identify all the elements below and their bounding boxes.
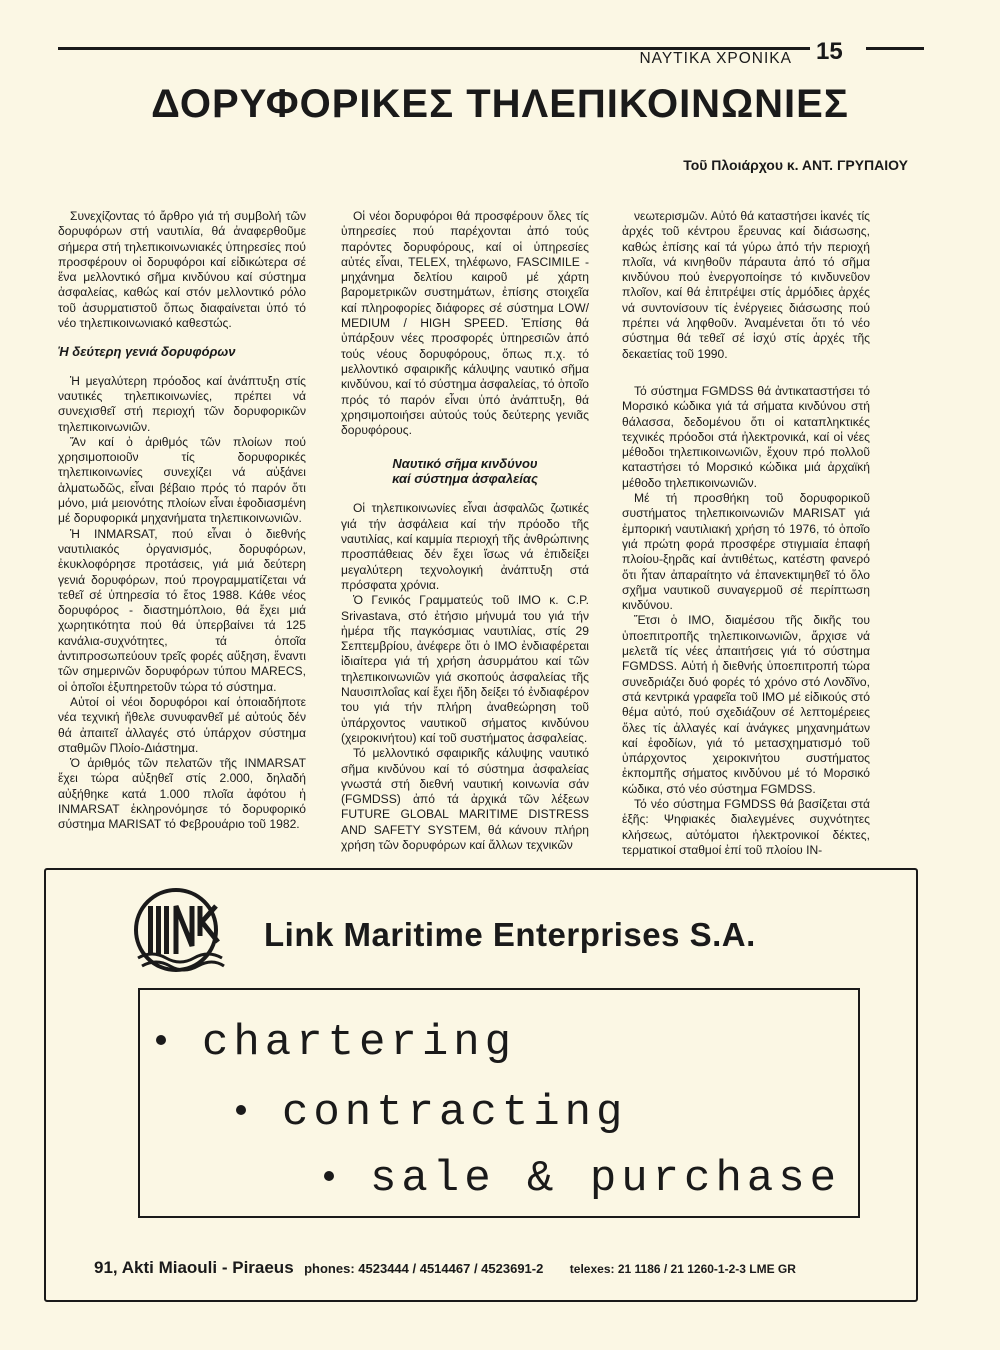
article-title: ΔΟΡΥΦΟΡΙΚΕΣ ΤΗΛΕΠΙΚΟΙΝΩΝΙΕΣ	[151, 82, 849, 126]
paragraph: νεωτερισμῶν. Αὐτό θά καταστήσει ἱκανές τίς ἀρχές τοῦ κέντρου ἔρευνας καί διάσωσης, καθώς ἐπίσης καί τά γύρω ἀπό τήν περιοχή πλοῖα, νά κινηθοῦν πάραυτα ἀπό τό σῆμα κινδύνου πού ἐνεργοποίησε τό κινδυνεῦον πλοῖον, καί θά ἐπιτρέψει στίς ἁρμόδιες ἀρχές νά συντονίσουν τίς ἐνέργειες διάσωσης πού πρέπει νά ληφθοῦν. Ἀναμένεται ὅτι τό νέο σύστημα θά τεθεῖ σέ ἰσχύ στίς ἀρχές τῆς δεκαετίας τοῦ 1990.	[622, 209, 870, 361]
paragraph: Τό σύστημα FGMDSS θά ἀντικαταστήσει τό Μορσικό κώδικα γιά τά σήματα κινδύνου στή θάλασσα, δεδομένου ὅτι οἱ καταπληκτικές τεχνικές πρόοδοι στά ἠλεκτρονικά, καί οἱ νέες μέθοδοι τηλεπικοινωνιῶν, ἔχουν πρό πολλοῦ καταστήσει τό Μορσικό κώδικα μιά ἀρχαϊκή μέθοδο τηλεπικοινωνιῶν.	[622, 383, 870, 490]
bullet-icon	[236, 1105, 246, 1115]
bullet-icon	[156, 1035, 166, 1045]
paragraph: Ἄν καί ὁ ἀριθμός τῶν πλοίων πού χρησιμοποιοῦν τίς δορυφορικές τηλεπικοινωνίες συνεχίζει νά αὐξάνει ἁλματωδῶς, εἶναι βέβαιο πρός τό παρόν ὅτι μόνο, μιά μειονότης πλοίων εἶναι ἐφοδιασμένη μέ δορυφορικά μηχανήματα τηλεπικοινωνιῶν.	[58, 434, 306, 526]
service-label: chartering	[202, 1018, 517, 1068]
article-column-3	[622, 209, 870, 858]
service-label: contracting	[282, 1088, 628, 1138]
header-rule	[866, 47, 924, 50]
advertisement	[44, 868, 918, 1302]
company-name: Link Maritime Enterprises S.A.	[264, 916, 756, 953]
paragraph: Οἱ τηλεπικοινωνίες εἶναι ἀσφαλῶς ζωτικές γιά τήν ἀσφάλεια καί τήν πρόοδο τῆς ναυτιλίας, καί καμμία περιοχή τῆς ἀνθρώπινης προσπάθειας δέν ἔχει ἴσως νά ἐπιδείξει μεγαλύτερη τεχνολογική ἀνάπτυξη στά πρόσφατα χρόνια.	[341, 501, 589, 592]
article-column-2	[341, 209, 589, 853]
paragraph: Αὐτοί οἱ νέοι δορυφόροι καί ὁποιαδήποτε νέα τεχνική ἤθελε συνυφανθεῖ μέ αὐτούς δέν θά ἀπαιτεῖ ἀλλαγές στό ὑπάρχον σύστημα σταθμῶν Πλοίο-Διάστημα.	[58, 694, 306, 755]
address: 91, Akti Miaouli - Piraeus	[94, 1258, 294, 1277]
paragraph: Μέ τή προσθήκη τοῦ δορυφορικοῦ συστήματος τηλεπικοινωνιῶν MARISAT γιά ἐμπορική ναυτιλιακή χρήση τό 1976, τό ὁποῖο γιά πρώτη φορά προσφέρε στιγμιαία ἐπαφή πλοίου-ξηρᾶς καί ἀντιθέτως, κατέστη φανερό ὅτι ἦταν ἀπαραίτητο νά ἐπανεκτιμηθεῖ τό ὅλο σχῆμα ναυτικοῦ συναγερμοῦ σέ περίπτωση κινδύνου.	[622, 491, 870, 613]
section-heading	[341, 456, 589, 486]
section-heading-line: καί σύστημα ἀσφαλείας	[392, 471, 538, 487]
paragraph: Ἡ μεγαλύτερη πρόοδος καί ἀνάπτυξη στίς ναυτικές τηλεπικοινωνίες, πρέπει νά συνεχισθεῖ στή περιοχή τῶν δορυφορικῶν τηλεπικοινωνιῶν.	[58, 373, 306, 434]
paragraph: Οἱ νέοι δορυφόροι θά προσφέρουν ὅλες τίς ὑπηρεσίες πού παρέχονται ἀπό τούς παρόντες δορυφόρους, καί οἱ ὑπηρεσίες αὐτές εἶναι, TELEX, τηλέφωνο, FASCIMILE - μηχάνημα δελτίου καιροῦ μέ χάρτη βαρομετρικῶν συστημάτων, ἐπίσης στοιχεῖα καί πληροφορίες διάφορες σέ σύστημα LOW/ MEDIUM / HIGH SPEED. Ἐπίσης θά ὑπάρξουν νέες προσφορές ὑπηρεσιῶν ἀπό τούς νέους δορυφόρους, ὅπως π.χ. τό μελλοντικό σφαιρικῆς κάλυψης ναυτικό σῆμα κινδύνου, καί τό σύστημα ἀσφαλείας, τό ὁποῖο πρός τό παρόν εἶναι ὑπό ἀνάπτυξη, θά χρησιμοποιήσει αὐτούς τούς δεύτερης γενιᾶς δορυφόρους.	[341, 209, 589, 438]
paragraph: Ὁ ἀριθμός τῶν πελατῶν τῆς INMARSAT ἔχει τώρα αὐξηθεῖ στίς 2.000, δηλαδή αὐξήθηκε κατά 1.000 πλοῖα ἀφότου ἡ INMARSAT ἐκληρονόμησε τό δορυφορικό σύστημα MARISAT τό Φεβρουάριο τοῦ 1982.	[58, 756, 306, 832]
paragraph: Τό νέο σύστημα FGMDSS θά βασίζεται στά ἑξῆς: Ψηφιακές διαλεγμένες συχνότητες κλήσεως, αὐτόματοι ἠλεκτρονικοί δέκτες, τερματικοί σταθμοί ἐπί τοῦ πλοίου ΙΝ-	[622, 796, 870, 857]
magazine-name: ΝΑΥΤΙΚΑ ΧΡΟΝΙΚΑ	[639, 50, 792, 67]
service-label: sale & purchase	[370, 1154, 842, 1204]
service-item	[324, 1154, 841, 1204]
link-logo-icon	[132, 886, 228, 976]
paragraph: Ὁ Γενικός Γραμματεύς τοῦ ΙΜΟ κ. C.P. Srivastava, στό ἐτήσιο μήνυμά του γιά τήν ἡμέρα τῆς παγκόσμιας ναυτιλίας, στίς 29 Σεπτεμβρίου, ἀνέφερε ὅτι ὁ ΙΜΟ ἐνδιαφέρεται ἰδιαίτερα γιά τή χρήση ἀσυρμάτου καί τῶν τηλεπικοινωνιῶν γιά σκοπούς ἀσφαλείας τῆς Ναυσιπλοΐας καί ἔχει ἤδη δείξει τό ἐνδιαφέρον του γιά τήν πλήρη ἀναθεώρηση τοῦ ὑπάρχοντος ναυτικοῦ σήματος κινδύνου (χειροκινήτου) καί τοῦ συστήματος ἀσφαλείας.	[341, 593, 589, 745]
paragraph: Ἡ INMARSAT, πού εἶναι ὁ διεθνής ναυτιλιακός ὀργανισμός, δορυφόρων, ἐκυκλοφόρησε προτάσεις, γιά μιά δεύτερη γενιά δορυφόρων, πού προγραμματίζεται νά τεθεῖ σέ ὑπηρεσία τό ἔτος 1988. Κάθε νέος δορυφόρος - διαστημόπλοιο, θά ἔχει μιά χωρητικότητα πού θά ὑπερβαίνει τά 125 κανάλια-συχνότητες, τά ὁποῖα ἀντιπροσωπεύουν τρεῖς φορές αὔξηση, ἔναντι τῶν σημερινῶν δορυφόρων τύπου MARECS, οἱ ὁποῖοι ἐξυπηρετοῦν τώρα τό σύστημα.	[58, 526, 306, 694]
contact-line	[94, 1258, 914, 1278]
article-column-1	[58, 209, 306, 833]
page-number: 15	[816, 38, 843, 65]
section-heading-line: Ναυτικό σῆμα κινδύνου	[392, 456, 538, 472]
bullet-icon	[324, 1171, 334, 1181]
telexes: telexes: 21 1186 / 21 1260-1-2-3 LME GR	[569, 1262, 796, 1276]
article-byline: Τοῦ Πλοιάρχου κ. ΑΝΤ. ΓΡΥΠΑΙΟΥ	[683, 157, 908, 173]
service-item	[236, 1088, 627, 1138]
paragraph: Συνεχίζοντας τό ἄρθρο γιά τή συμβολή τῶν δορυφόρων στή ναυτιλία, θά ἀναφερθοῦμε σήμερα στή τηλεπικοινωνιακές ὑπηρεσίες πού προσφέρουν οἱ δορυφόροι καί εἰδικώτερα σέ ἕνα μελλοντικό σῆμα κινδύνου καί σύστημα ἀσφαλείας, καθώς καί στόν μελλοντικό ρόλο τοῦ ἀσυρματιστοῦ ὅπως διαφαίνεται ὑπό τό νέο τηλεπικοινωνιακό καθεστώς.	[58, 209, 306, 331]
paragraph: Τό μελλοντικό σφαιρικῆς κάλυψης ναυτικό σῆμα κινδύνου καί τό σύστημα ἀσφαλείας γνωστά στή διεθνή ναυτική κοινωνία σάν (FGMDSS) ἀπό τά ἀρχικά τῶν λέξεων FUTURE GLOBAL MARITIME DISTRESS AND SAFETY SYSTEM, θά κάνουν πλήρη χρήση τῶν δορυφόρων καί ἄλλων τεχνικῶν	[341, 746, 589, 852]
paragraph: Ἔτσι ὁ ΙΜΟ, διαμέσου τῆς δικῆς του ὑποεπιτροπῆς τηλεπικοινωνιῶν, ἄρχισε νά μελετᾶ τίς νέες ἀπαιτήσεις γιά τό σύστημα FGMDSS. Αὐτή ἡ διεθνής ὑποεπιτροπή τώρα συνεδριάζει δυό φορές τό χρόνο στό Λονδῖνο, στά κεντρικά γραφεῖα τοῦ ΙΜΟ μέ εἰδικούς στό θέμα αὐτό, πού σχεδιάζουν σέ λεπτομέρειες ὅλες τίς ἀλλαγές καί ἀνάγκες μηχανημάτων καί ἐφοδίων, γιά τό μετασχηματισμό τοῦ ὑπάρχοντος χειροκινήτου συστήματος ἐκπομπῆς σήματος κινδύνου μέ τό Μορσικό κώδικα, στό νέο σύστημα FGMDSS.	[622, 613, 870, 796]
section-heading: Ἡ δεύτερη γενιά δορυφόρων	[58, 344, 236, 360]
service-item	[156, 1018, 516, 1068]
phones: phones: 4523444 / 4514467 / 4523691-2	[304, 1261, 544, 1276]
